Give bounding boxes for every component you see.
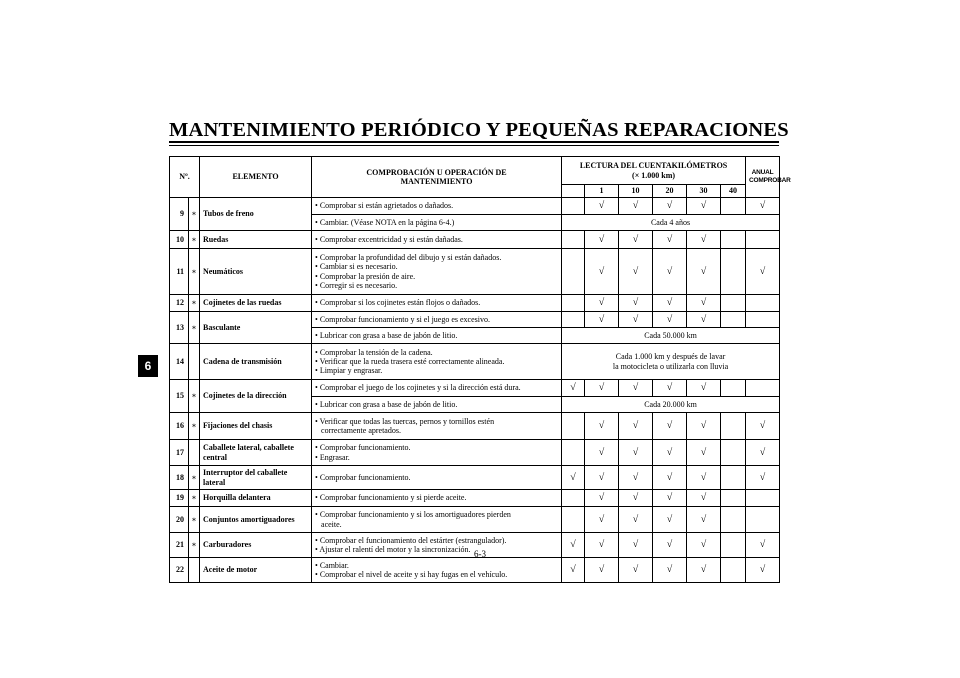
check-icon: √	[619, 249, 653, 295]
star-icon: ∗	[189, 490, 200, 507]
table-row: 16 ∗ Fijaciones del chasis • Verificar que todas las tuercas, pernos y tornillos estén correctamente apretados. √ √ √ √ √	[170, 413, 780, 440]
header-odo-10: 10	[619, 185, 653, 198]
check-icon: √	[687, 198, 721, 215]
check-icon: √	[687, 249, 721, 295]
check-icon: √	[585, 249, 619, 295]
table-row: • Cambiar. (Véase NOTA en la página 6-4.) Cada 4 años	[170, 215, 780, 231]
check-icon: √	[687, 466, 721, 490]
check-icon: √	[746, 558, 780, 583]
table-row: 19 ∗ Horquilla delantera • Comprobar funcionamiento y si pierde aceite. √ √ √ √	[170, 490, 780, 507]
table-row: 11 ∗ Neumáticos • Comprobar la profundidad del dibujo y si están dañados. • Cambiar si es necesario. • Comprobar la presión de aire. • Corregir si es necesario. √ √ √ √ √	[170, 249, 780, 295]
check-icon: √	[687, 413, 721, 440]
table-row: 18 ∗ Interruptor del caballete lateral • Comprobar funcionamiento. √ √ √ √ √ √	[170, 466, 780, 490]
check-icon: √	[687, 490, 721, 507]
check-icon: √	[585, 558, 619, 583]
check-icon: √	[653, 558, 687, 583]
check-icon: √	[687, 440, 721, 466]
header-odo-20: 20	[653, 185, 687, 198]
table-row: 10 ∗ Ruedas • Comprobar excentricidad y si están dañadas. √ √ √ √	[170, 231, 780, 249]
check-icon: √	[619, 466, 653, 490]
table-row: 13 ∗ Basculante • Comprobar funcionamiento y si el juego es excesivo. √ √ √ √	[170, 312, 780, 328]
check-icon: √	[585, 198, 619, 215]
check-icon: √	[585, 466, 619, 490]
header-annual: ANUAL COMPROBAR	[746, 157, 780, 198]
check-icon: √	[619, 231, 653, 249]
check-icon: √	[619, 380, 653, 397]
maintenance-table	[169, 156, 791, 583]
check-icon: √	[687, 231, 721, 249]
check-icon: √	[619, 312, 653, 328]
header-odometer: LECTURA DEL CUENTAKILÓMETROS (× 1.000 km)	[562, 157, 746, 185]
check-icon: √	[653, 413, 687, 440]
star-icon: ∗	[189, 466, 200, 490]
star-icon: ∗	[189, 413, 200, 440]
check-icon: √	[653, 198, 687, 215]
title-rule-thin	[169, 145, 779, 146]
check-icon: √	[687, 312, 721, 328]
check-icon: √	[687, 558, 721, 583]
header-element: ELEMENTO	[200, 157, 312, 198]
table-header-row	[170, 157, 780, 185]
check-icon: √	[653, 490, 687, 507]
check-icon: √	[585, 312, 619, 328]
table-row: 17 Caballete lateral, caballete central • Comprobar funcionamiento. • Engrasar. √ √ √ √ √	[170, 440, 780, 466]
table-row: 21 ∗ Carburadores • Comprobar el funcionamiento del estárter (estrangulador). • Ajustar el ralentí del motor y la sincronización. √ √ √ √ √ √	[170, 533, 780, 558]
table-row: 9 ∗ Tubos de freno • Comprobar si están agrietados o dañados. √ √ √ √ √	[170, 198, 780, 215]
check-icon: √	[746, 533, 780, 558]
star-icon: ∗	[189, 533, 200, 558]
star-icon: ∗	[189, 312, 200, 344]
header-odo-30: 30	[687, 185, 721, 198]
check-icon: √	[585, 295, 619, 312]
header-no: Nº.	[170, 157, 200, 198]
table-row: 20 ∗ Conjuntos amortiguadores • Comprobar funcionamiento y si los amortiguadores pierden aceite. √ √ √ √	[170, 507, 780, 533]
check-icon: √	[746, 466, 780, 490]
check-icon: √	[687, 533, 721, 558]
check-icon: √	[585, 413, 619, 440]
check-icon: √	[746, 249, 780, 295]
check-icon: √	[585, 380, 619, 397]
check-icon: √	[746, 198, 780, 215]
check-icon: √	[746, 413, 780, 440]
star-icon: ∗	[189, 198, 200, 231]
check-icon: √	[687, 295, 721, 312]
star-icon: ∗	[189, 380, 200, 413]
check-icon: √	[619, 295, 653, 312]
check-icon: √	[562, 380, 585, 397]
check-icon: √	[619, 558, 653, 583]
check-icon: √	[653, 295, 687, 312]
check-icon: √	[653, 440, 687, 466]
check-icon: √	[562, 558, 585, 583]
check-icon: √	[746, 440, 780, 466]
check-icon: √	[585, 507, 619, 533]
page-number: 6-3	[474, 549, 486, 559]
check-icon: √	[653, 231, 687, 249]
table-row: 22 Aceite de motor • Cambiar. • Comprobar el nivel de aceite y si hay fugas en el vehículo. √ √ √ √ √ √	[170, 558, 780, 583]
star-icon: ∗	[189, 295, 200, 312]
check-icon: √	[585, 490, 619, 507]
check-icon: √	[653, 507, 687, 533]
check-icon: √	[653, 249, 687, 295]
table-row: 12 ∗ Cojinetes de las ruedas • Comprobar si los cojinetes están flojos o dañados. √ √ √ √	[170, 295, 780, 312]
table-row: 14 Cadena de transmisión • Comprobar la tensión de la cadena. • Verificar que la rueda trasera esté correctamente alineada. • Limpiar y engrasar. Cada 1.000 km y después de lavar la motocicleta o utilizarla con lluvia	[170, 344, 780, 380]
table-row: 15 ∗ Cojinetes de la dirección • Comprobar el juego de los cojinetes y si la dirección está dura. √ √ √ √ √	[170, 380, 780, 397]
star-icon: ∗	[189, 507, 200, 533]
table-row: • Lubricar con grasa a base de jabón de litio. Cada 20.000 km	[170, 397, 780, 413]
table-row: • Lubricar con grasa a base de jabón de litio. Cada 50.000 km	[170, 328, 780, 344]
check-icon: √	[585, 440, 619, 466]
check-icon: √	[619, 533, 653, 558]
header-odo-spacer	[562, 185, 585, 198]
header-odo-40: 40	[721, 185, 746, 198]
check-icon: √	[585, 533, 619, 558]
title-rule	[169, 141, 779, 143]
check-icon: √	[585, 231, 619, 249]
check-icon: √	[619, 198, 653, 215]
check-icon: √	[619, 490, 653, 507]
check-icon: √	[653, 312, 687, 328]
check-icon: √	[562, 533, 585, 558]
check-icon: √	[653, 380, 687, 397]
star-icon: ∗	[189, 231, 200, 249]
chapter-tab: 6	[138, 355, 158, 377]
check-icon: √	[653, 533, 687, 558]
check-icon: √	[687, 380, 721, 397]
page-title: MANTENIMIENTO PERIÓDICO Y PEQUEÑAS REPARACIONES	[169, 119, 789, 141]
check-icon: √	[562, 466, 585, 490]
header-operation: COMPROBACIÓN U OPERACIÓN DE MANTENIMIENTO	[312, 157, 562, 198]
star-icon: ∗	[189, 249, 200, 295]
check-icon: √	[619, 440, 653, 466]
header-odo-1: 1	[585, 185, 619, 198]
check-icon: √	[687, 507, 721, 533]
check-icon: √	[619, 413, 653, 440]
check-icon: √	[619, 507, 653, 533]
check-icon: √	[653, 466, 687, 490]
